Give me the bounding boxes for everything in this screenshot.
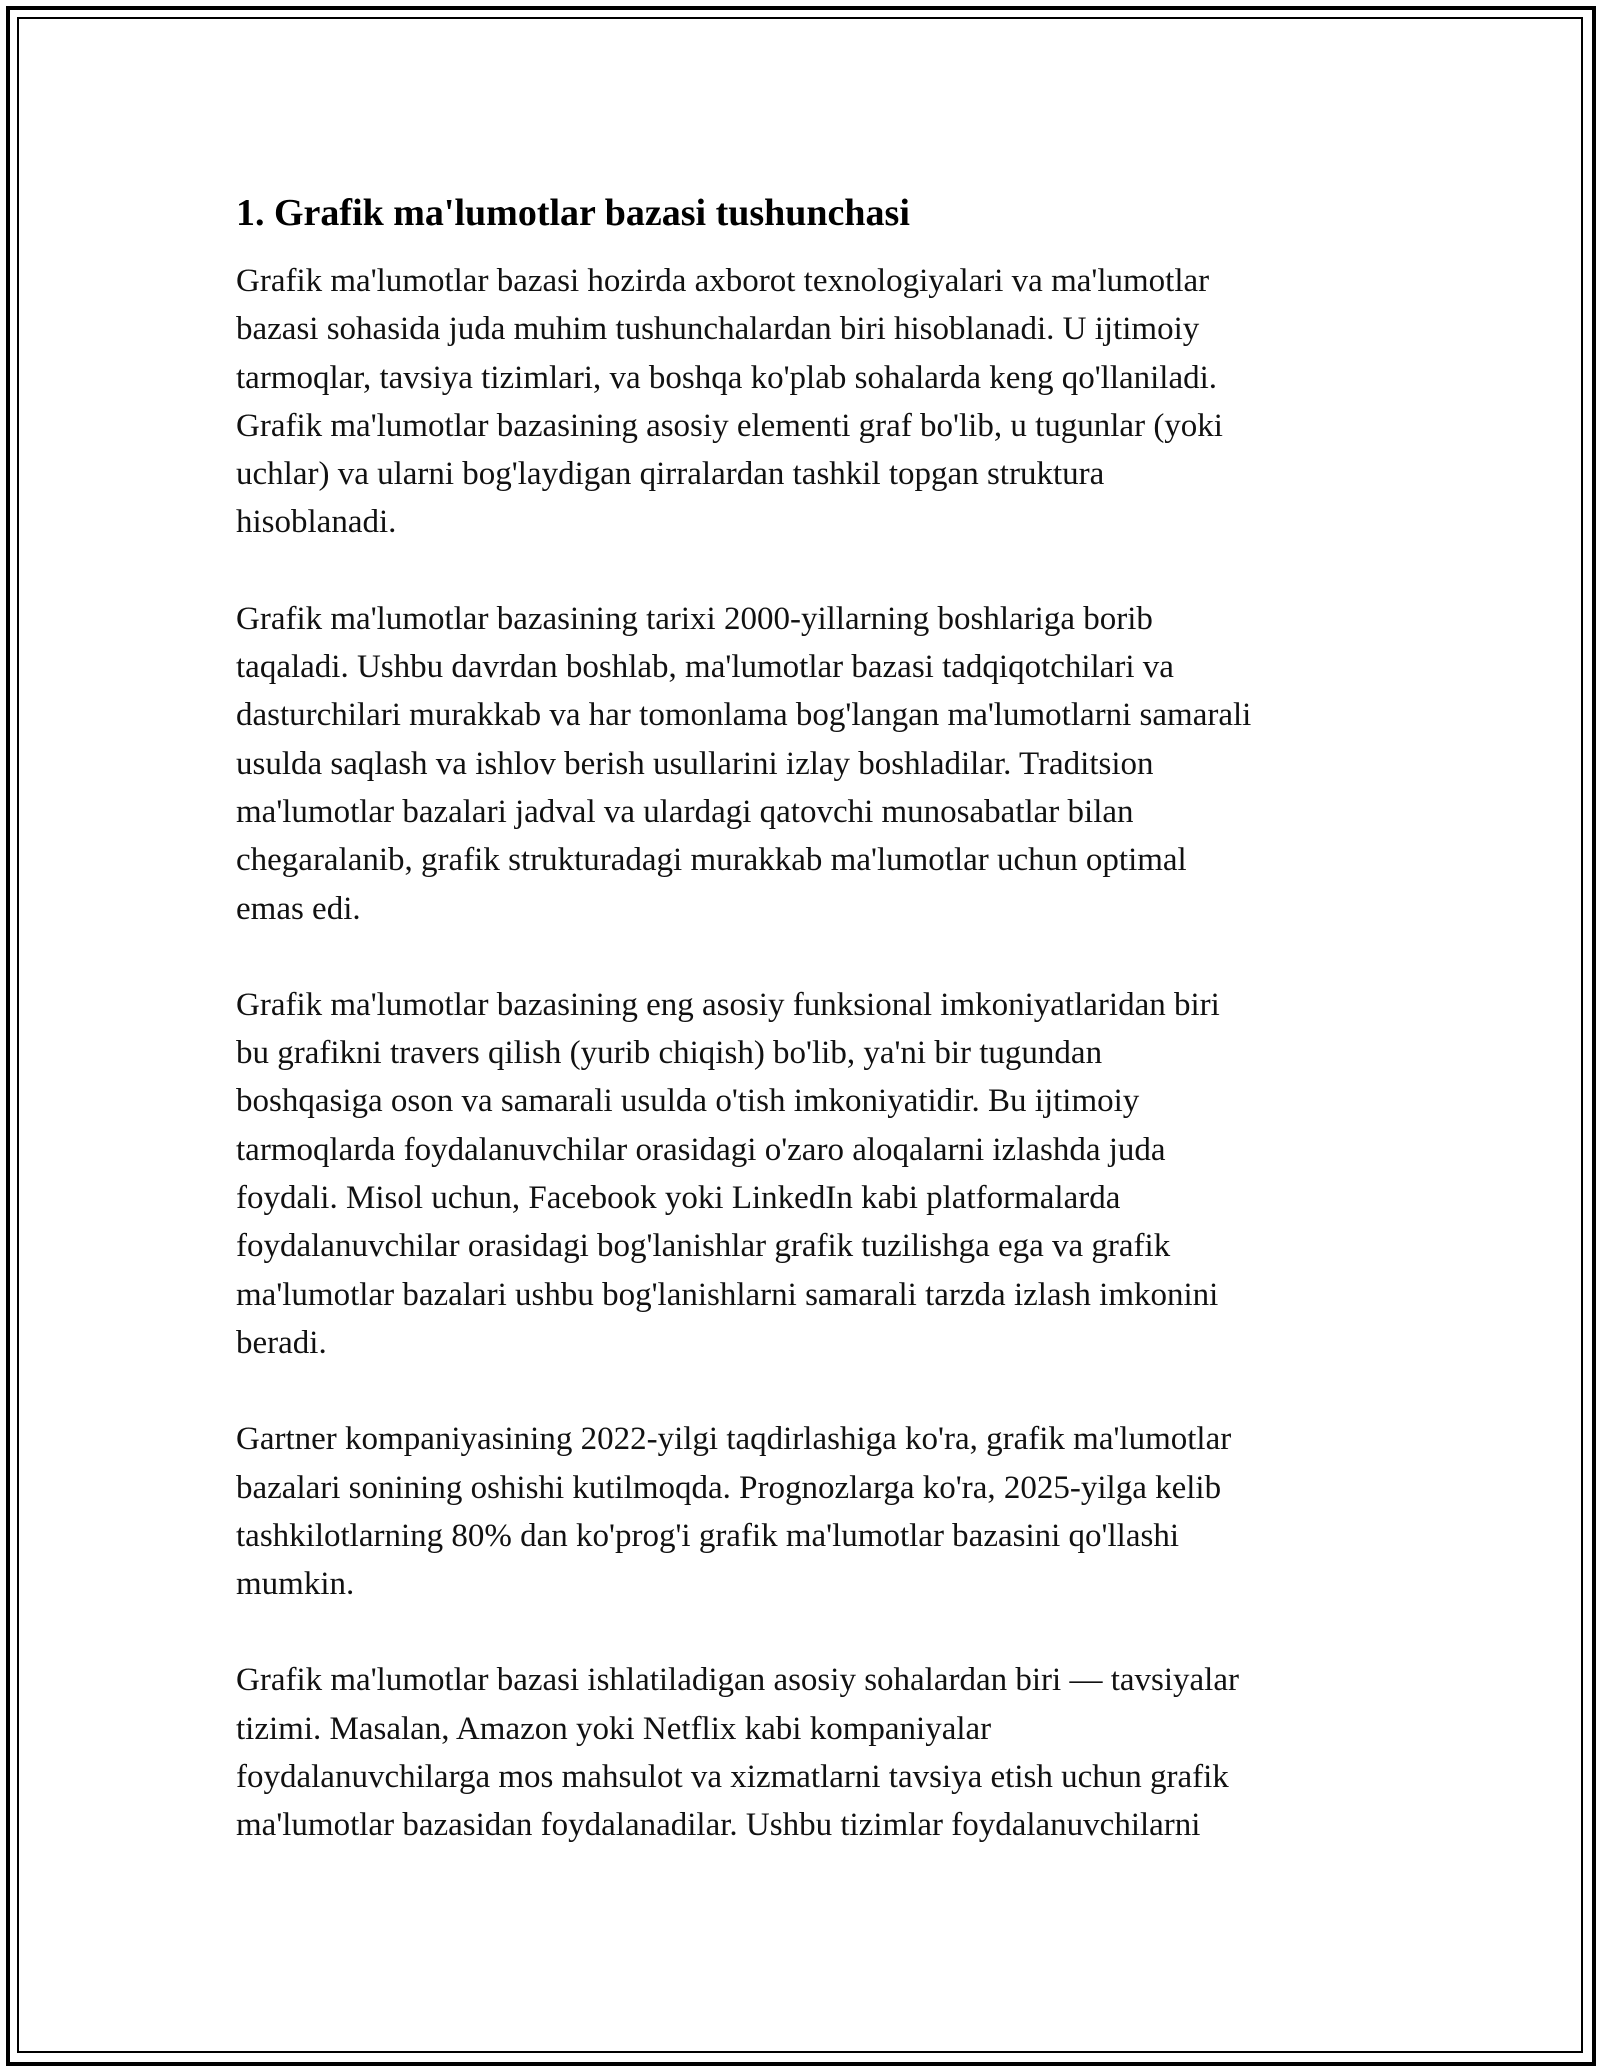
text-line: emas edi.: [236, 890, 361, 927]
text-line: foydalanuvchilar orasidagi bog'lanishlar grafik tuzilishga ega va grafik: [236, 1228, 1171, 1265]
text-line: tarmoqlarda foydalanuvchilar orasidagi o'zaro aloqalarni izlashda juda: [236, 1131, 1166, 1168]
text-line: Gartner kompaniyasining 2022-yilgi taqdirlashiga ko'ra, grafik ma'lumotlar: [236, 1421, 1232, 1458]
paragraph-2: [236, 595, 1376, 933]
text-line: tashkilotlarning 80% dan ko'prog'i grafik ma'lumotlar bazasini qo'llashi: [236, 1517, 1179, 1554]
text-line: bazalari sonining oshishi kutilmoqda. Prognozlarga ko'ra, 2025-yilga kelib: [236, 1469, 1222, 1506]
text-line: dasturchilari murakkab va har tomonlama bog'langan ma'lumotlarni samarali: [236, 697, 1252, 734]
text-line: Grafik ma'lumotlar bazasi ishlatiladigan asosiy sohalardan biri — tavsiyalar: [236, 1662, 1239, 1699]
text-line: taqaladi. Ushbu davrdan boshlab, ma'lumotlar bazasi tadqiqotchilari va: [236, 649, 1174, 686]
paragraph-5: [236, 1656, 1376, 1849]
text-line: ma'lumotlar bazasidan foydalanadilar. Ushbu tizimlar foydalanuvchilarni: [236, 1807, 1201, 1844]
text-line: bu grafikni travers qilish (yurib chiqish) bo'lib, ya'ni bir tugundan: [236, 1035, 1103, 1072]
section-heading: 1. Grafik ma'lumotlar bazasi tushunchasi: [236, 192, 910, 234]
text-line: usulda saqlash va ishlov berish usullarini izlay boshladilar. Traditsion: [236, 745, 1154, 782]
text-line: Grafik ma'lumotlar bazasining eng asosiy funksional imkoniyatlaridan biri: [236, 986, 1220, 1023]
text-line: Grafik ma'lumotlar bazasi hozirda axborot texnologiyalari va ma'lumotlar: [236, 263, 1210, 299]
paragraph-3: [236, 981, 1376, 1367]
text-line: beradi.: [236, 1324, 327, 1361]
text-line: ma'lumotlar bazalari jadval va ulardagi qatovchi munosabatlar bilan: [236, 793, 1134, 830]
text-line: Grafik ma'lumotlar bazasining asosiy elementi graf bo'lib, u tugunlar (yoki: [236, 407, 1223, 444]
text-line: tarmoqlar, tavsiya tizimlari, va boshqa ko'plab sohalarda keng qo'llaniladi.: [236, 359, 1218, 396]
text-line: bazasi sohasida juda muhim tushunchalardan biri hisoblanadi. U ijtimoiy: [236, 311, 1200, 348]
paragraph-4: [236, 1415, 1376, 1608]
text-line: Grafik ma'lumotlar bazasining tarixi 2000-yillarning boshlariga borib: [236, 600, 1153, 637]
text-line: uchlar) va ularni bog'laydigan qirralardan tashkil topgan struktura: [236, 456, 1105, 493]
text-line: ma'lumotlar bazalari ushbu bog'lanishlarni samarali tarzda izlash imkonini: [236, 1276, 1219, 1313]
text-line: hisoblanadi.: [236, 504, 397, 541]
text-line: foydali. Misol uchun, Facebook yoki LinkedIn kabi platformalarda: [236, 1180, 1121, 1217]
document-body: [236, 185, 1376, 1850]
text-line: mumkin.: [236, 1566, 355, 1603]
text-line: chegaralanib, grafik strukturadagi murakkab ma'lumotlar uchun optimal: [236, 842, 1187, 879]
paragraph-1: [236, 257, 1376, 547]
text-line: tizimi. Masalan, Amazon yoki Netflix kabi kompaniyalar: [236, 1710, 992, 1747]
text-line: foydalanuvchilarga mos mahsulot va xizmatlarni tavsiya etish uchun grafik: [236, 1759, 1229, 1796]
text-line: boshqasiga oson va samarali usulda o'tish imkoniyatidir. Bu ijtimoiy: [236, 1083, 1140, 1120]
